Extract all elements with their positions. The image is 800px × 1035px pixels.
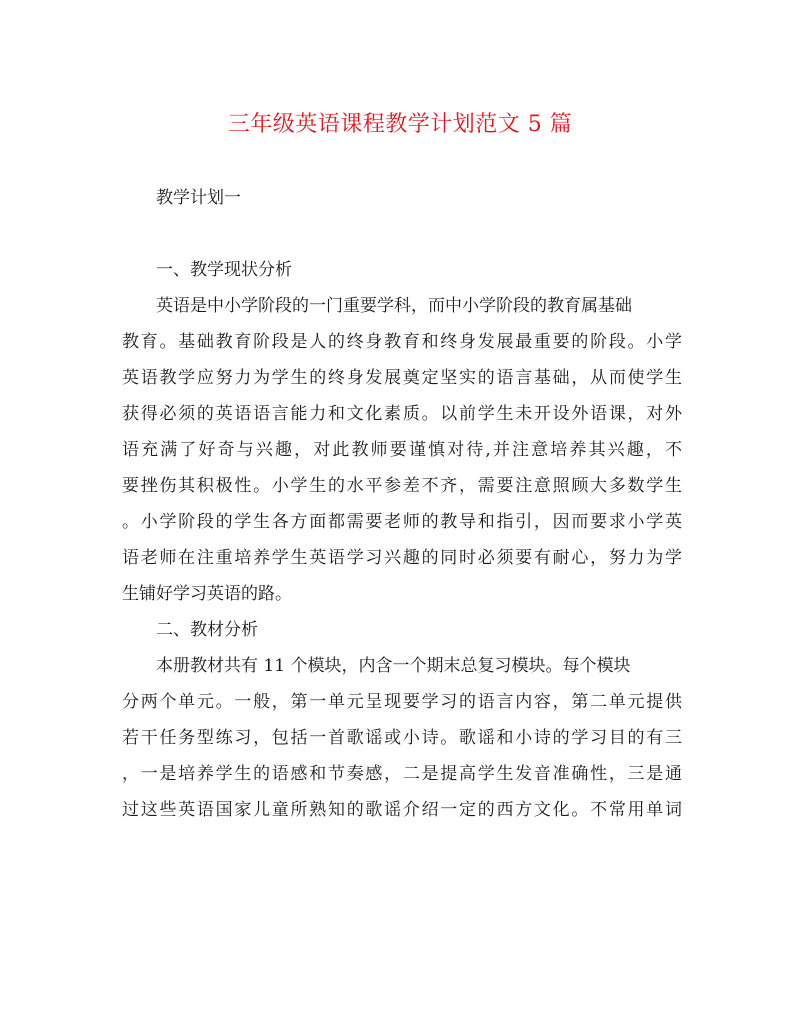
section-1-paragraph <box>122 288 682 612</box>
section-2-paragraph <box>122 648 682 828</box>
document-body <box>122 180 682 828</box>
paragraph-line: 若干任务型练习，包括一首歌谣或小诗。歌谣和小诗的学习目的有三 <box>122 728 682 748</box>
paragraph-line: 生铺好学习英语的路。 <box>122 584 292 604</box>
paragraph-line: 。小学阶段的学生各方面都需要老师的教导和指引，因而要求小学英 <box>122 512 682 532</box>
paragraph-line: 分两个单元。一般，第一单元呈现要学习的语言内容，第二单元提供 <box>122 692 682 712</box>
paragraph-line: 教育。基础教育阶段是人的终身教育和终身发展最重要的阶段。小学 <box>122 332 682 352</box>
section-heading-1: 一、教学现状分析 <box>156 260 292 280</box>
paragraph-line: 英语是中小学阶段的一门重要学科，而中小学阶段的教育属基础 <box>156 296 632 316</box>
paragraph-line: 本册教材共有 11 个模块，内含一个期末总复习模块。每个模块 <box>156 656 631 676</box>
document-title: 三年级英语课程教学计划范文 5 篇 <box>227 112 573 137</box>
section-heading-2: 二、教材分析 <box>156 620 258 640</box>
paragraph-line: ，一是培养学生的语感和节奏感，二是提高学生发音准确性，三是通 <box>122 764 682 784</box>
paragraph-line: 要挫伤其积极性。小学生的水平参差不齐，需要注意照顾大多数学生 <box>122 476 682 496</box>
blank-line <box>122 216 682 252</box>
paragraph-line: 获得必须的英语语言能力和文化素质。以前学生未开设外语课，对外 <box>122 404 682 424</box>
paragraph-line: 语老师在注重培养学生英语学习兴趣的同时必须要有耐心，努力为学 <box>122 548 682 568</box>
paragraph-line: 过这些英语国家儿童所熟知的歌谣介绍一定的西方文化。不常用单词 <box>122 800 682 820</box>
paragraph-line: 语充满了好奇与兴趣，对此教师要谨慎对待,并注意培养其兴趣，不 <box>122 440 682 460</box>
plan-heading: 教学计划一 <box>156 188 241 208</box>
paragraph-line: 英语教学应努力为学生的终身发展奠定坚实的语言基础，从而使学生 <box>122 368 682 388</box>
